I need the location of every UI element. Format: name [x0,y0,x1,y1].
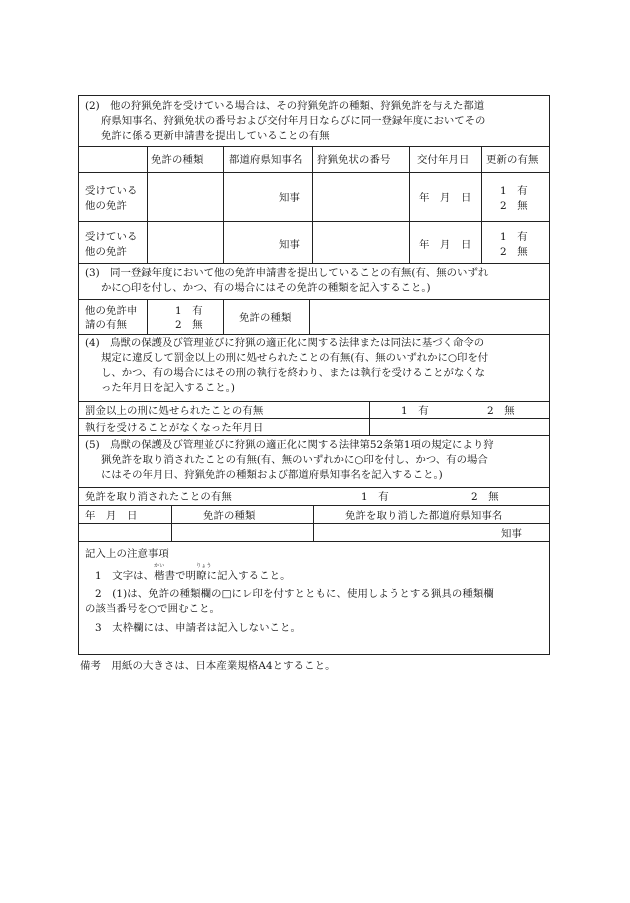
ruby-kai-base: 楷 [154,570,165,582]
section-5-instructions [85,438,494,483]
ruby-ryo-base: 瞭 [196,570,207,582]
execution-date-question: 執行を受けることがなくなった年月日 [85,422,264,434]
revocation-option-yes: 1 有 [361,491,389,503]
divider [79,299,549,300]
section-4-line: った年月日を記入すること。) [101,382,235,394]
application-option-no: 2 無 [175,319,203,331]
revocation-option-no: 2 無 [471,491,499,503]
note-2-line: 2 (1)は、免許の種類欄の□にレ印を付すとともに、使用しようとする猟具の種類欄 [95,588,494,600]
divider [79,172,549,173]
note-1-part: 書で明 [164,570,197,582]
revocation-governor-header: 免許を取り消した都道府県知事名 [345,510,503,522]
section-4-line: し、かつ、有の場合にはその刑の執行を終わり、または執行を受けることがなくな [101,367,486,379]
section-3-line: (3) 同一登録年度において他の免許申請書を提出していることの有無(有、無のいずれ [85,267,489,279]
governor-suffix: 知事 [279,239,300,251]
renewal-option-no: 2 無 [500,246,528,258]
ruby-ryo [196,563,212,582]
divider [79,401,549,402]
column-line [369,418,370,435]
header-governor: 都道府県知事名 [229,154,303,166]
remark: 備考 用紙の大きさは、日本産業規格A4とすること。 [80,660,336,672]
issue-date-text: 年 月 日 [419,192,472,204]
note-1-part: 1 文字は、 [95,570,155,582]
section-5-line: にはその年月日、狩猟免許の種類および都道府県知事名を記入すること。) [101,469,443,481]
column-line [223,299,224,334]
column-line [223,146,224,263]
other-license-label: 他の免許 [85,246,127,258]
revocation-governor-suffix: 知事 [501,528,522,540]
divider [79,487,549,488]
application-option-yes: 1 有 [175,305,203,317]
application-kind-label: 免許の種類 [239,312,292,324]
column-line [481,146,482,263]
divider [79,418,549,419]
divider [79,435,549,436]
notes-title: 記入上の注意事項 [85,548,169,560]
revocation-kind-header: 免許の種類 [203,510,256,522]
section-2-line: 免許に係る更新申請書を提出していることの有無 [101,130,330,142]
renewal-option-yes: 1 有 [500,185,528,197]
other-application-label: 請の有無 [85,319,127,331]
ruby-kai [154,563,165,582]
divider [79,146,549,147]
section-3-instructions [85,266,488,296]
section-4-line: (4) 鳥獣の保護及び管理並びに狩猟の適正化に関する法律または同法に基づく命令の [85,337,485,349]
column-line [312,146,313,263]
other-license-label: 受けている [85,231,138,243]
divider [79,221,549,222]
header-issue-date: 交付年月日 [417,154,470,166]
other-application-label: 他の免許申 [85,305,138,317]
divider [79,523,549,524]
section-5-line: 猟免許を取り消されたことの有無(有、無のいずれかに○印を付し、かつ、有の場合 [101,454,488,466]
issue-date-field [419,238,471,253]
section-2-line: 府県知事名、狩猟免状の番号および交付年月日ならびに同一登録年度においてその [101,115,486,127]
renewal-option-yes: 1 有 [500,231,528,243]
header-license-type: 免許の種類 [151,154,204,166]
note-1-part: に記入すること。 [206,570,291,582]
revocation-question: 免許を取り消されたことの有無 [85,491,232,503]
section-4-line: 規定に違反して罰金以上の刑に処せられたことの有無(有、無のいずれかに○印を付 [101,352,489,364]
ruby-kai-reading: かい [154,563,165,569]
note-2-line: の該当番号を○で囲むこと。 [85,603,221,615]
form-frame [78,95,550,655]
issue-date-field [419,191,471,206]
issue-date-text: 年 月 日 [419,239,472,251]
other-license-label: 受けている [85,185,138,197]
column-line [147,299,148,334]
renewal-option-no: 2 無 [500,200,528,212]
ruby-ryo-reading: りょう [196,563,212,569]
other-license-label: 他の免許 [85,200,127,212]
fine-option-yes: 1 有 [401,405,429,417]
column-line [309,299,310,334]
column-line [409,146,410,263]
section-2-instructions [85,99,485,144]
column-line [369,401,370,418]
header-license-number: 狩猟免状の番号 [317,154,391,166]
divider [79,334,549,335]
column-line [147,146,148,263]
fine-question: 罰金以上の刑に処せられたことの有無 [85,405,264,417]
revocation-date-header: 年 月 日 [85,510,138,522]
divider [79,541,549,542]
header-renewal: 更新の有無 [486,154,539,166]
section-4-instructions [85,336,488,396]
governor-suffix: 知事 [279,192,300,204]
section-2-line: (2) 他の狩猟免許を受けている場合は、その狩猟免許の種類、狩猟免許を与えた都道 [85,100,485,112]
note-1 [95,563,291,584]
section-5-line: (5) 鳥獣の保護及び管理並びに狩猟の適正化に関する法律第52条第1項の規定により狩 [85,439,494,451]
note-3: 3 太枠欄には、申請者は記入しないこと。 [95,622,302,634]
section-3-line: かに○印を付し、かつ、有の場合にはその免許の種類を記入すること。) [101,282,431,294]
divider [79,263,549,264]
fine-option-no: 2 無 [487,405,515,417]
divider [79,505,549,506]
